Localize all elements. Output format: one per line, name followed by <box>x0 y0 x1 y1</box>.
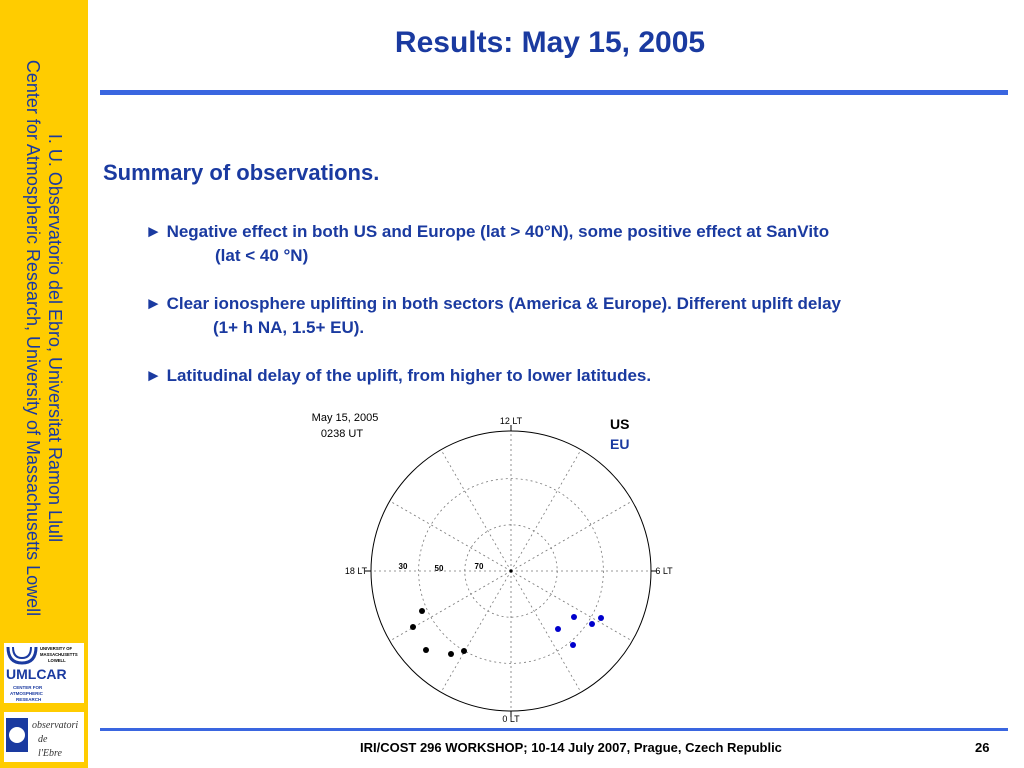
lt-label-bottom: 0 LT <box>502 714 520 724</box>
plot-spoke <box>511 450 581 571</box>
lat-label-50: 50 <box>434 564 444 573</box>
svg-text:MASSACHUSETTS: MASSACHUSETTS <box>40 652 78 657</box>
bullet-text: Latitudinal delay of the uplift, from higher to lower latitudes. <box>166 366 652 385</box>
bullet-text-continuation: (1+ h NA, 1.5+ EU). <box>213 318 365 337</box>
svg-text:CENTER FOR: CENTER FOR <box>13 685 43 690</box>
bullet-text-continuation: (lat < 40 °N) <box>215 246 309 265</box>
eu-observation-point <box>555 626 561 632</box>
lat-label-30: 30 <box>398 562 408 571</box>
lt-label-right: 6 LT <box>655 566 673 576</box>
lt-label-left: 18 LT <box>344 566 368 576</box>
svg-text:observatori: observatori <box>32 720 79 731</box>
plot-spoke <box>390 501 511 571</box>
legend-eu: EU <box>610 436 630 452</box>
plot-date-annotation: May 15, 2005 <box>311 412 379 424</box>
slide-title: Results: May 15, 2005 <box>394 26 706 59</box>
svg-text:UNIVERSITY OF: UNIVERSITY OF <box>40 646 73 651</box>
plot-center <box>510 570 513 573</box>
polar-grid <box>365 425 657 717</box>
plot-spoke <box>441 450 511 571</box>
legend-us: US <box>610 416 630 432</box>
polar-points <box>410 608 604 657</box>
slide-subtitle: Summary of observations. <box>103 160 380 185</box>
footer-text: IRI/COST 296 WORKSHOP; 10-14 July 2007, Prague, Czech Republic <box>360 740 782 755</box>
svg-text:de: de <box>38 734 48 745</box>
eu-observation-point <box>571 614 577 620</box>
bullet-text: Negative effect in both US and Europe (lat > 40°N), some positive effect at SanVito <box>166 222 830 241</box>
umlcar-wordmark: UMLCAR <box>6 666 67 682</box>
us-observation-point <box>410 624 416 630</box>
us-observation-point <box>461 648 467 654</box>
sidebar-text-line1: I. U. Observatorio del Ebro, Universitat Ramon Llull <box>45 133 65 543</box>
eu-observation-point <box>570 642 576 648</box>
footer-divider <box>100 728 1008 731</box>
plot-spoke <box>511 501 632 571</box>
plot-spoke <box>511 571 581 692</box>
lat-label-70: 70 <box>474 562 484 571</box>
plot-spoke <box>511 571 632 641</box>
lt-label-top: 12 LT <box>499 416 523 426</box>
svg-text:RESEARCH: RESEARCH <box>16 697 42 702</box>
bullet-marker-icon: ► <box>145 366 162 385</box>
bullet-marker-icon: ► <box>145 294 162 313</box>
svg-text:ATMOSPHERIC: ATMOSPHERIC <box>10 691 43 696</box>
plot-spoke <box>441 571 511 692</box>
bullet-marker-icon: ► <box>145 222 162 241</box>
plot-spoke <box>390 571 511 641</box>
us-observation-point <box>448 651 454 657</box>
sidebar-text-line2: Center for Atmospheric Research, University of Massachusetts Lowell <box>23 59 43 617</box>
plot-time-annotation: 0238 UT <box>320 428 364 440</box>
bullet-text: Clear ionosphere uplifting in both sectors (America & Europe). Different uplift delay <box>166 294 841 313</box>
svg-text:l'Ebre: l'Ebre <box>38 748 62 759</box>
page-number: 26 <box>975 740 990 755</box>
us-observation-point <box>419 608 425 614</box>
eu-observation-point <box>589 621 595 627</box>
us-observation-point <box>423 647 429 653</box>
eu-observation-point <box>598 615 604 621</box>
svg-text:LOWELL: LOWELL <box>48 658 66 663</box>
